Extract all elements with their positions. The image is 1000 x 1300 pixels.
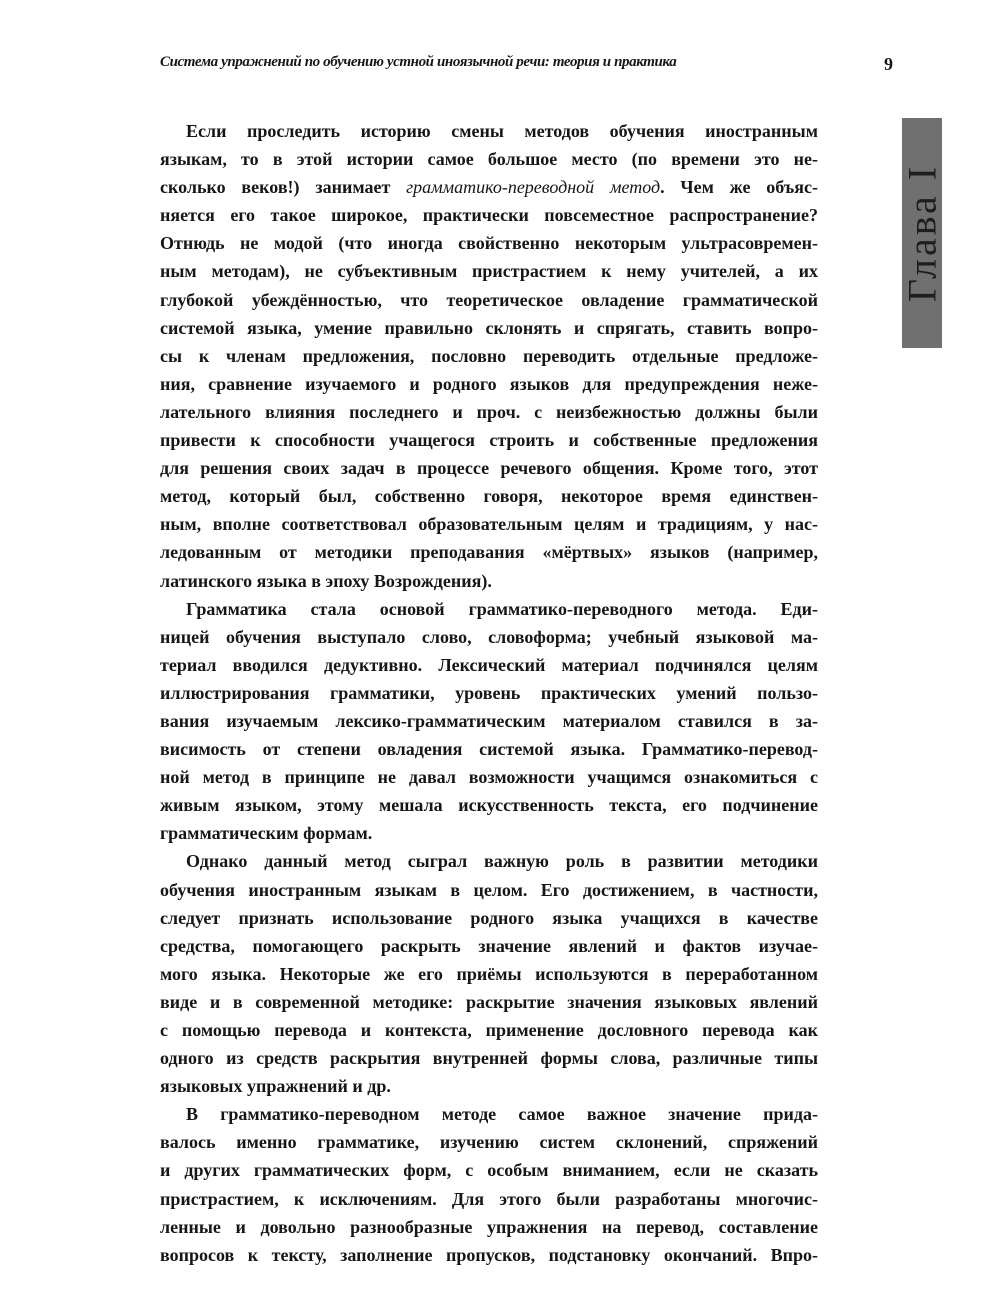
text-line: валось именно грамматике, изучению систем склонений, спряжений [160,1132,818,1153]
text-line: Однако данный метод сыграл важную роль в развитии методики [186,851,818,872]
text-line: обучения иностранным языкам в целом. Его достижением, в частности, [160,879,818,900]
text-line: метод, который был, собственно говоря, некоторое время единствен- [160,486,818,507]
body-text [160,117,818,1269]
text-line: с помощью перевода и контекста, применение дословного перевода как [160,1020,818,1040]
text-line: латинского языка в эпоху Возрождения). [160,570,492,591]
text-line: одного из средств раскрытия внутренней формы слова, различные типы [160,1048,818,1069]
text-line: для решения своих задач в процессе речевого общения. Кроме того, этот [160,458,818,479]
text-line: грамматическим формам. [160,823,373,844]
text-line: ния, сравнение изучаемого и родного языков для предупреждения неже- [160,373,818,394]
text-line: следует признать использование родного языка учащихся в качестве [160,907,818,928]
text-line: териал вводился дедуктивно. Лексический материал подчинялся целям [160,654,818,675]
text-line: сколько веков!) занимает грамматико-переводной метод. Чем же объяс- [160,177,819,198]
text-line: и других грамматических форм, с особым вниманием, если не сказать [160,1160,818,1181]
text-line: сы к членам предложения, пословно переводить отдельные предложе- [160,345,818,366]
running-header: Система упражнений по обучению устной иноязычной речи: теория и практика [160,54,677,70]
text-line: ледованным от методики преподавания «мёртвых» языков (например, [160,542,818,563]
text-line: ным методам), не субъективным пристрастием к нему учителей, а их [160,261,818,282]
text-line: привести к способности учащегося строить и собственные предложения [160,430,818,451]
paragraph [160,1100,818,1269]
text-line: вопросов к тексту, заполнение пропусков, подстановку окончаний. Впро- [160,1244,818,1265]
emphasis-term: грамматико-переводной метод [406,177,661,198]
text-line: виде и в современной методике: раскрытие значения языковых явлений [160,991,818,1012]
text-line: системой языка, умение правильно склонять и спрягать, ставить вопро- [160,317,818,338]
paragraph [160,847,818,1100]
text-line: языкам, то в этой истории самое большое место (по времени это не- [160,149,818,170]
text-line: висимость от степени овладения системой языка. Грамматико-перевод- [160,739,818,760]
text-line: няется его такое широкое, практически повсеместное распространение? [160,205,818,226]
text-line: ным, вполне соответствовал образовательным целям и традициям, у нас- [160,514,818,535]
text-line: Отнюдь не модой (что иногда свойственно некоторым ультрасовремен- [160,233,818,254]
paragraph [160,117,818,595]
page-number: 9 [884,54,893,74]
chapter-tab-label: Глава I [899,163,945,303]
text-line: В грамматико-переводном методе самое важное значение прида- [186,1104,818,1125]
text-line: иллюстрирования грамматики, уровень практических умений пользо- [160,682,818,703]
text-line: глубокой убеждённостью, что теоретическое овладение грамматической [160,289,818,310]
text-line: средства, помогающего раскрыть значение явлений и фактов изучае- [160,935,818,956]
text-line: Грамматика стала основой грамматико-переводного метода. Еди- [186,598,818,619]
text-line: Если проследить историю смены методов обучения иностранным [186,121,818,141]
text-line: ницей обучения выступало слово, словоформа; учебный языковой ма- [160,626,818,647]
text-line: пристрастием, к исключениям. Для этого были разработаны многочис- [160,1188,818,1209]
text-line: языковых упражнений и др. [160,1076,391,1097]
text-line: ленные и довольно разнообразные упражнения на перевод, составление [160,1216,818,1237]
text-line: вания изучаемым лексико-грамматическим материалом ставился в за- [160,710,818,731]
text-line: ной метод в принципе не давал возможности учащимся ознакомиться с [160,767,818,788]
text-line: лательного влияния последнего и проч. с неизбежностью должны были [160,401,818,422]
chapter-tab [899,118,945,348]
text-line: мого языка. Некоторые же его приёмы используются в переработанном [160,963,818,984]
paragraph [160,595,818,848]
text-line: живым языком, этому мешала искусственность текста, его подчинение [160,795,818,816]
